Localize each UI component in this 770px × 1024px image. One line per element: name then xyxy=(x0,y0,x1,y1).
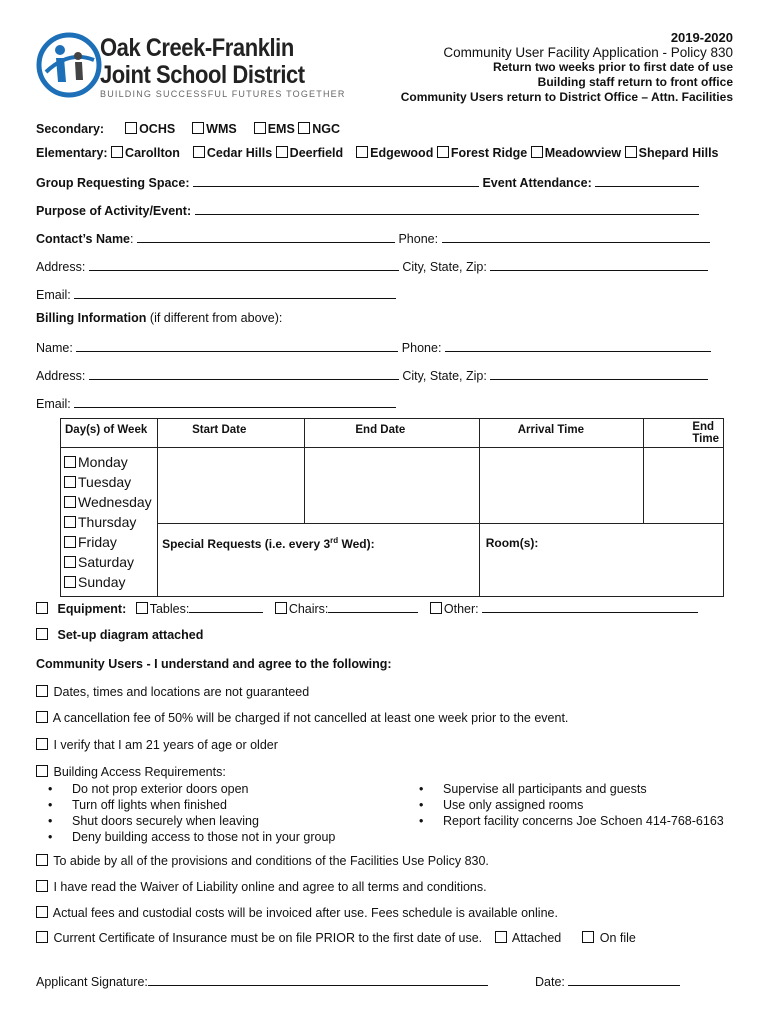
access-left-item: • Shut doors securely when leaving xyxy=(72,813,335,829)
checkbox-meadowview[interactable]: Meadowview xyxy=(531,146,621,160)
day-monday[interactable]: Monday xyxy=(64,452,154,472)
contact-phone-label: Phone: xyxy=(398,232,439,246)
chairs-checkbox[interactable] xyxy=(275,602,287,614)
agree-item-1: Dates, times and locations are not guaranteed xyxy=(36,685,309,699)
access-label-row xyxy=(36,765,226,779)
signature-row xyxy=(36,974,488,989)
billing-label: Billing Information xyxy=(36,311,147,325)
access-left-item: • Do not prop exterior doors open xyxy=(72,781,335,797)
contact-colon: : xyxy=(130,232,134,246)
chairs-label: Chairs: xyxy=(288,602,329,616)
billing-name-label: Name: xyxy=(36,341,73,355)
access-checkbox[interactable] xyxy=(36,765,48,777)
attendance-field[interactable] xyxy=(595,175,699,187)
secondary-row xyxy=(36,122,340,136)
email-label: Email: xyxy=(36,288,71,302)
address-row xyxy=(36,259,708,274)
checkbox-wms[interactable]: WMS xyxy=(192,122,237,136)
contact-name-field[interactable] xyxy=(137,231,395,243)
chairs-field[interactable] xyxy=(328,601,418,613)
header-arrival-time: Arrival Time xyxy=(479,419,644,448)
attached-label: Attached xyxy=(511,931,562,945)
billing-address-field[interactable] xyxy=(89,368,399,380)
elementary-row xyxy=(36,146,719,160)
on-file-label: On file xyxy=(599,931,636,945)
agree-1-checkbox[interactable] xyxy=(36,685,48,697)
day-saturday[interactable]: Saturday xyxy=(64,552,154,572)
city-label: City, State, Zip: xyxy=(402,260,487,274)
day-friday[interactable]: Friday xyxy=(64,532,154,552)
checkbox-ochs[interactable]: OCHS xyxy=(125,122,175,136)
end-time-cell[interactable] xyxy=(644,448,724,524)
billing-row xyxy=(36,311,282,325)
logo-mark-icon xyxy=(36,30,102,100)
access-left-item: • Turn off lights when finished xyxy=(72,797,335,813)
access-right-item: • Supervise all participants and guests xyxy=(443,781,724,797)
on-file-checkbox[interactable] xyxy=(582,931,594,943)
date-field[interactable] xyxy=(568,974,680,986)
checkbox-cedar-hills[interactable]: Cedar Hills xyxy=(193,146,272,160)
district-logo xyxy=(36,30,346,100)
agree-5-checkbox[interactable] xyxy=(36,880,48,892)
attached-checkbox[interactable] xyxy=(495,931,507,943)
agree-item-2: A cancellation fee of 50% will be charged if not cancelled at least one week prior to the event. xyxy=(36,711,568,725)
elementary-label: Elementary: xyxy=(36,146,108,160)
agree-item-6: Actual fees and custodial costs will be invoiced after use. Fees schedule is available online. xyxy=(36,906,558,920)
tables-field[interactable] xyxy=(189,601,263,613)
setup-row xyxy=(36,628,203,642)
purpose-label: Purpose of Activity/Event: xyxy=(36,204,192,218)
access-left-list xyxy=(72,781,335,845)
tables-checkbox[interactable] xyxy=(136,602,148,614)
day-thursday[interactable]: Thursday xyxy=(64,512,154,532)
day-wednesday[interactable]: Wednesday xyxy=(64,492,154,512)
return-note-1: Return two weeks prior to first date of use xyxy=(492,60,733,74)
contact-phone-field[interactable] xyxy=(442,231,710,243)
checkbox-shepard-hills[interactable]: Shepard Hills xyxy=(625,146,719,160)
email-field[interactable] xyxy=(74,287,396,299)
group-space-label: Group Requesting Space: xyxy=(36,176,190,190)
form-title: Community User Facility Application - Policy 830 xyxy=(443,45,733,60)
header-days: Day(s) of Week xyxy=(61,419,158,448)
access-left-item: • Deny building access to those not in your group xyxy=(72,829,335,845)
billing-email-label: Email: xyxy=(36,397,71,411)
agree-7-checkbox[interactable] xyxy=(36,931,48,943)
schedule-table xyxy=(60,418,724,597)
agree-2-checkbox[interactable] xyxy=(36,711,48,723)
other-field[interactable] xyxy=(482,601,698,613)
logo-line2: Joint School District xyxy=(100,61,305,89)
access-label: Building Access Requirements: xyxy=(53,765,226,779)
access-right-list xyxy=(443,781,724,829)
contact-name-label: Contact’s Name xyxy=(36,232,131,246)
checkbox-carollton[interactable]: Carollton xyxy=(111,146,180,160)
day-sunday[interactable]: Sunday xyxy=(64,572,154,592)
billing-address-label: Address: xyxy=(36,369,86,383)
billing-name-field[interactable] xyxy=(76,340,398,352)
billing-city-label: City, State, Zip: xyxy=(402,369,487,383)
address-label: Address: xyxy=(36,260,86,274)
agree-4-checkbox[interactable] xyxy=(36,854,48,866)
billing-address-row xyxy=(36,368,708,383)
access-right-item: • Report facility concerns Joe Schoen 414-768-6163 xyxy=(443,813,724,829)
checkbox-edgewood[interactable]: Edgewood xyxy=(356,146,433,160)
special-requests-cell[interactable]: Special Requests (i.e. every 3rd Wed): xyxy=(158,523,480,596)
billing-name-row xyxy=(36,340,711,355)
header-end-time: End Time xyxy=(644,419,724,448)
equipment-row xyxy=(36,601,698,616)
start-date-cell[interactable] xyxy=(158,448,305,524)
agree-item-4: To abide by all of the provisions and conditions of the Facilities Use Policy 830. xyxy=(36,854,489,868)
logo-tagline: BUILDING SUCCESSFUL FUTURES TOGETHER xyxy=(100,89,346,99)
agree-item-3: I verify that I am 21 years of age or older xyxy=(36,738,278,752)
attendance-label: Event Attendance: xyxy=(482,176,592,190)
secondary-label: Secondary: xyxy=(36,122,105,136)
other-label: Other: xyxy=(443,602,479,616)
logo-line1: Oak Creek-Franklin xyxy=(100,34,294,62)
purpose-field[interactable] xyxy=(195,203,699,215)
other-checkbox[interactable] xyxy=(430,602,442,614)
agree-6-checkbox[interactable] xyxy=(36,906,48,918)
agreement-heading: Community Users - I understand and agree to the following: xyxy=(36,657,392,671)
return-note-2: Building staff return to front office xyxy=(537,75,733,89)
email-row xyxy=(36,287,396,302)
billing-email-field[interactable] xyxy=(74,396,396,408)
end-date-cell[interactable] xyxy=(305,448,479,524)
tables-label: Tables: xyxy=(149,602,190,616)
group-space-row xyxy=(36,175,699,190)
checkbox-deerfield[interactable]: Deerfield xyxy=(276,146,344,160)
billing-city-field[interactable] xyxy=(490,368,708,380)
billing-note: (if different from above): xyxy=(149,311,283,325)
setup-checkbox[interactable] xyxy=(36,628,48,640)
group-space-field[interactable] xyxy=(193,175,479,187)
billing-email-row xyxy=(36,396,396,411)
checkbox-ngc[interactable]: NGC xyxy=(298,122,340,136)
header-end-date: End Date xyxy=(305,419,479,448)
school-year: 2019-2020 xyxy=(670,30,733,45)
billing-phone-label: Phone: xyxy=(401,341,442,355)
checkbox-ems[interactable]: EMS xyxy=(254,122,295,136)
setup-label: Set-up diagram attached xyxy=(57,628,204,642)
header-start-date: Start Date xyxy=(158,419,305,448)
contact-row xyxy=(36,231,710,246)
access-right-item: • Use only assigned rooms xyxy=(443,797,724,813)
signature-field[interactable] xyxy=(148,974,488,986)
address-field[interactable] xyxy=(89,259,399,271)
date-row xyxy=(535,974,680,989)
arrival-time-cell[interactable] xyxy=(479,448,644,524)
equipment-label: Equipment: xyxy=(57,602,127,616)
day-tuesday[interactable]: Tuesday xyxy=(64,472,154,492)
agree-item-5: I have read the Waiver of Liability online and agree to all terms and conditions. xyxy=(36,880,487,894)
purpose-row xyxy=(36,203,699,218)
date-label: Date: xyxy=(535,975,565,989)
signature-label: Applicant Signature: xyxy=(36,975,148,989)
equipment-checkbox[interactable] xyxy=(36,602,48,614)
agree-3-checkbox[interactable] xyxy=(36,738,48,750)
agree-item-7: Current Certificate of Insurance must be on file PRIOR to the first date of use. Attached On file xyxy=(36,931,636,945)
checkbox-forest-ridge[interactable]: Forest Ridge xyxy=(437,146,527,160)
return-note-3: Community Users return to District Office – Attn. Facilities xyxy=(400,90,733,104)
days-of-week-cell xyxy=(61,448,158,597)
billing-phone-field[interactable] xyxy=(445,340,711,352)
rooms-cell[interactable]: Room(s): xyxy=(479,523,723,596)
city-field[interactable] xyxy=(490,259,708,271)
